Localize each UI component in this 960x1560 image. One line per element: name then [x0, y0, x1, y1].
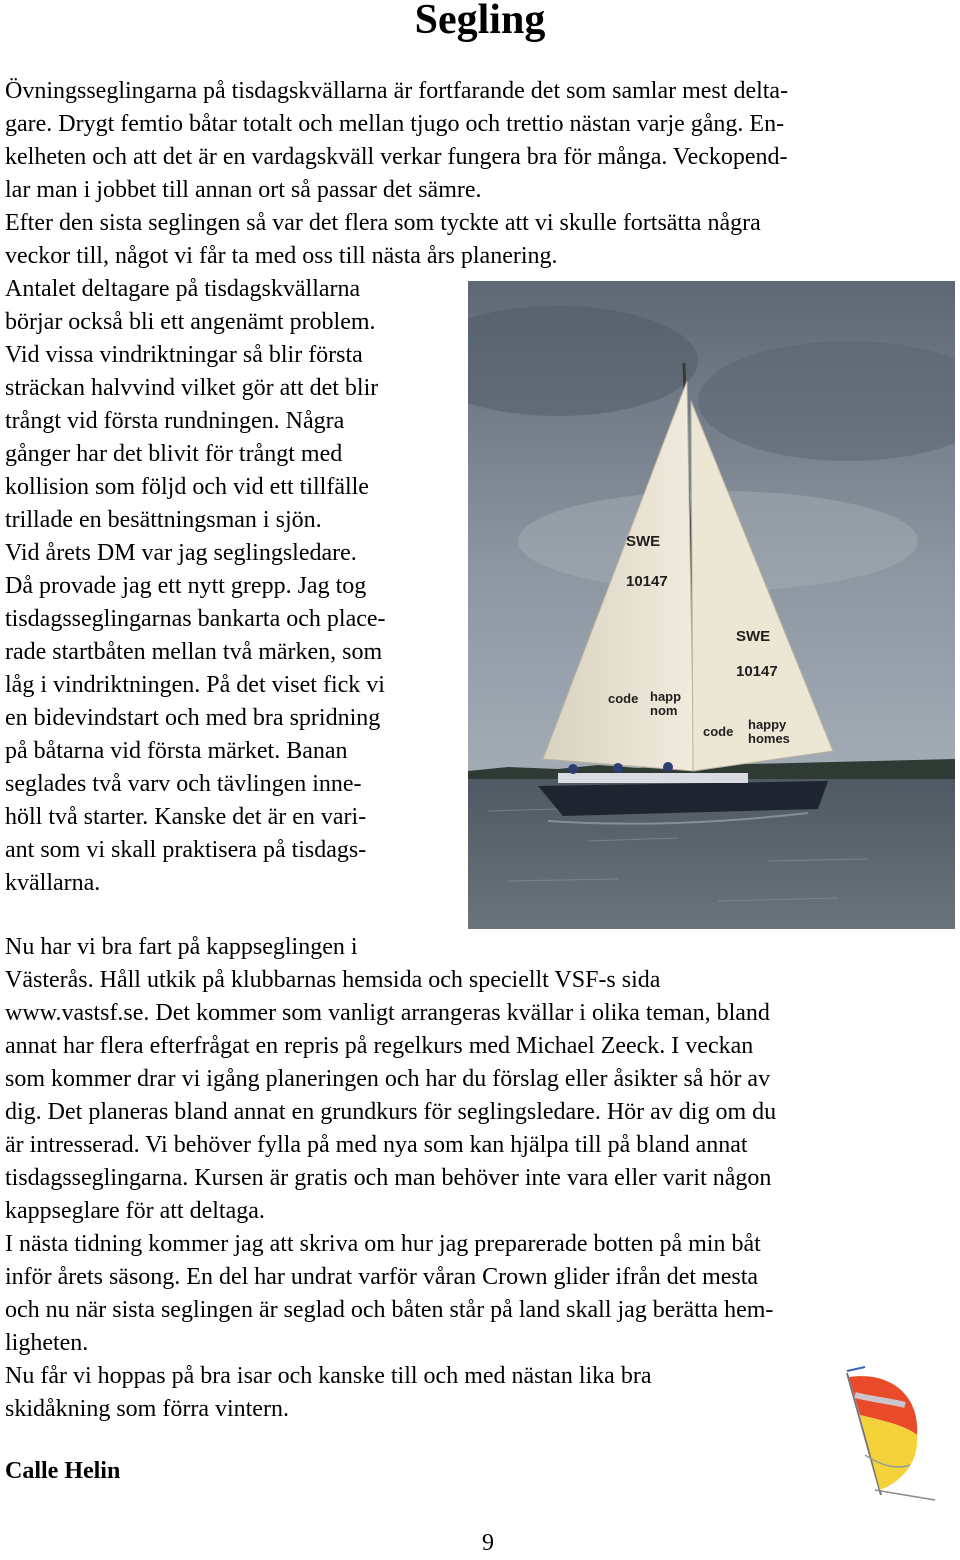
body-line: kelheten och att det är en vardagskväll verkar fungera bra för många. Veckopend- — [5, 144, 788, 170]
sail-number-label: 10147 — [736, 663, 778, 680]
body-line: kollision som följd och vid ett tillfälle — [5, 474, 369, 500]
body-line: Då provade jag ett nytt grepp. Jag tog — [5, 573, 367, 599]
body-line: börjar också bli ett angenämt problem. — [5, 309, 376, 335]
sponsor-label: nom — [650, 703, 678, 718]
sail-logo — [835, 1365, 950, 1505]
body-line: höll två starter. Kanske det är en vari- — [5, 804, 367, 830]
body-line: gånger har det blivit för trångt med — [5, 441, 343, 467]
sponsor-label: code — [703, 724, 734, 739]
body-line: kappseglare för att deltaga. — [5, 1198, 265, 1224]
sail-country-label: SWE — [736, 628, 771, 645]
body-line: Efter den sista seglingen så var det flera som tyckte att vi skulle fortsätta några — [5, 210, 761, 236]
body-line: ligheten. — [5, 1330, 89, 1356]
sail-number-label: 10147 — [626, 573, 668, 590]
body-line: trångt vid första rundningen. Några — [5, 408, 345, 434]
page-number: 9 — [482, 1530, 494, 1556]
body-line: kvällarna. — [5, 870, 101, 896]
author-signature: Calle Helin — [5, 1458, 121, 1484]
body-line: som kommer drar vi igång planeringen och har du förslag eller åsikter så hör av — [5, 1066, 771, 1092]
body-line: gare. Drygt femtio båtar totalt och mellan tjugo och trettio nästan varje gång. En- — [5, 111, 785, 137]
body-line: rade startbåten mellan två märken, som — [5, 639, 383, 665]
body-line: Västerås. Håll utkik på klubbarnas hemsida och speciellt VSF-s sida — [5, 967, 661, 993]
sailboat-photo — [468, 281, 955, 929]
body-line: sträckan halvvind vilket gör att det blir — [5, 375, 379, 401]
body-line: www.vastsf.se. Det kommer som vanligt arrangeras kvällar i olika teman, bland — [5, 1000, 770, 1026]
body-line: seglades två varv och tävlingen inne- — [5, 771, 362, 797]
sponsor-label: homes — [748, 731, 790, 746]
body-line: skidåkning som förra vintern. — [5, 1396, 289, 1422]
body-line: dig. Det planeras bland annat en grundkurs för seglingsledare. Hör av dig om du — [5, 1099, 777, 1125]
sponsor-label: code — [608, 691, 639, 706]
sponsor-label: happy — [748, 717, 787, 732]
body-line: ant som vi skall praktisera på tisdags- — [5, 837, 367, 863]
body-line: Vid årets DM var jag seglingsledare. — [5, 540, 357, 566]
body-line: trillade en besättningsman i sjön. — [5, 507, 322, 533]
body-line: en bidevindstart och med bra spridning — [5, 705, 381, 731]
page-title: Segling — [414, 0, 546, 43]
body-line: Antalet deltagare på tisdagskvällarna — [5, 276, 361, 302]
body-line: I nästa tidning kommer jag att skriva om hur jag preparerade botten på min båt — [5, 1231, 761, 1257]
body-line: veckor till, något vi får ta med oss till nästa års planering. — [5, 243, 558, 269]
body-line: inför årets säsong. En del har undrat varför våran Crown glider ifrån det mesta — [5, 1264, 759, 1290]
sponsor-label: happ — [650, 689, 682, 704]
body-line: tisdagsseglingarna. Kursen är gratis och man behöver inte vara eller varit någon — [5, 1165, 772, 1191]
body-line: låg i vindriktningen. På det viset fick vi — [5, 672, 385, 698]
sail-country-label: SWE — [626, 533, 661, 550]
body-line: Nu får vi hoppas på bra isar och kanske till och med nästan lika bra — [5, 1363, 652, 1389]
body-line: lar man i jobbet till annan ort så passar det sämre. — [5, 177, 482, 203]
body-line: är intresserad. Vi behöver fylla på med nya som kan hjälpa till på bland annat — [5, 1132, 748, 1158]
body-line: på båtarna vid första märket. Banan — [5, 738, 348, 764]
body-line: Nu har vi bra fart på kappseglingen i — [5, 934, 358, 960]
body-line: annat har flera efterfrågat en repris på regelkurs med Michael Zeeck. I veckan — [5, 1033, 754, 1059]
body-line: Vid vissa vindriktningar så blir första — [5, 342, 363, 368]
body-line: och nu när sista seglingen är seglad och båten står på land skall jag berätta hem- — [5, 1297, 774, 1323]
body-line: Övningsseglingarna på tisdagskvällarna är fortfarande det som samlar mest delta- — [5, 78, 789, 104]
body-line: tisdagsseglingarnas bankarta och place- — [5, 606, 386, 632]
